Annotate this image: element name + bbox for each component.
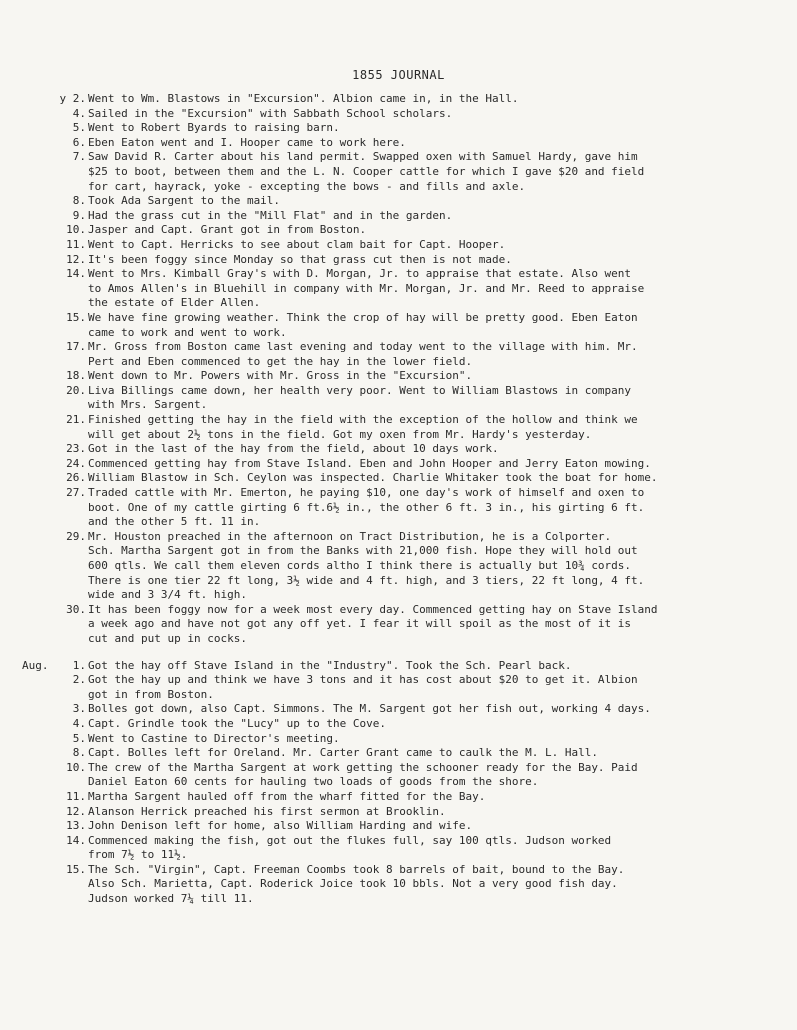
entry-text: [88, 413, 779, 442]
journal-entry: [0, 92, 797, 107]
entry-line: There is one tier 22 ft long, 3½ wide and 4 ft. high, and 3 tiers, 22 ft long, 4 ft.: [88, 573, 645, 587]
journal-entry: [0, 603, 797, 647]
journal-entry: [0, 121, 797, 136]
journal-entry: [0, 486, 797, 530]
entry-text: [88, 471, 779, 486]
entry-line: Capt. Grindle took the "Lucy" up to the Cove.: [88, 716, 387, 730]
entry-line: The crew of the Martha Sargent at work getting the schooner ready for the Bay. Paid: [88, 760, 638, 774]
entry-date: 12.: [66, 252, 86, 266]
entry-date: 29.: [66, 529, 86, 543]
entry-date: 10.: [66, 760, 86, 774]
entry-line: Had the grass cut in the "Mill Flat" and in the garden.: [88, 208, 453, 222]
entry-text: [88, 659, 779, 674]
journal-entry: [0, 369, 797, 384]
entry-line: Went to Mrs. Kimball Gray's with D. Morgan, Jr. to appraise that estate. Also went: [88, 267, 632, 281]
entry-text: [88, 863, 779, 907]
entry-line: Alanson Herrick preached his first sermon at Brooklin.: [88, 804, 446, 818]
journal-entry: [0, 194, 797, 209]
entry-line: the estate of Elder Allen.: [88, 296, 261, 310]
entry-date: 3.: [72, 702, 86, 716]
journal-entry: [0, 413, 797, 442]
entry-text: [88, 834, 779, 863]
entry-date: 4.: [72, 106, 86, 120]
entry-line: Daniel Eaton 60 cents for hauling two loads of goods from the shore.: [88, 775, 539, 789]
journal-entry: [0, 253, 797, 268]
entry-text: [88, 442, 779, 457]
entry-text: [88, 673, 779, 702]
page-title: 1855 JOURNAL: [352, 68, 445, 82]
entry-text: [88, 107, 779, 122]
entry-date: 6.: [72, 135, 86, 149]
entry-line: It has been foggy now for a week most every day. Commenced getting hay on Stave Island: [88, 602, 658, 616]
entry-date: 13.: [66, 819, 86, 833]
entry-date: 7.: [72, 150, 86, 164]
entry-line: to Amos Allen's in Bluehill in company with Mr. Morgan, Jr. and Mr. Reed to appraise: [88, 281, 645, 295]
journal-entry: [0, 238, 797, 253]
journal-entry: [0, 442, 797, 457]
journal-entry: [0, 834, 797, 863]
entry-date: 21.: [66, 413, 86, 427]
entry-line: It's been foggy since Monday so that grass cut then is not made.: [88, 252, 512, 266]
entry-date: 26.: [66, 471, 86, 485]
entry-line: boot. One of my cattle girting 6 ft.6½ in., the other 6 ft. 3 in., his girting 6 ft.: [88, 500, 645, 514]
entry-date: 18.: [66, 369, 86, 383]
entry-line: $25 to boot, between them and the L. N. Cooper cattle for which I gave $20 and field: [88, 164, 645, 178]
entry-date: 4.: [72, 716, 86, 730]
entry-line: Also Sch. Marietta, Capt. Roderick Joice took 10 bbls. Not a very good fish day.: [88, 877, 618, 891]
entry-line: a week ago and have not got any off yet. I fear it will spoil as the most of it is: [88, 617, 632, 631]
journal-entry: [0, 457, 797, 472]
entry-line: Capt. Bolles left for Oreland. Mr. Carter Grant came to caulk the M. L. Hall.: [88, 746, 598, 760]
entry-line: Saw David R. Carter about his land permit. Swapped oxen with Samuel Hardy, gave him: [88, 150, 638, 164]
entry-text: [88, 223, 779, 238]
entry-date: 15.: [66, 310, 86, 324]
entry-text: [88, 150, 779, 194]
entry-date: 5.: [72, 731, 86, 745]
entry-line: Went to Wm. Blastows in "Excursion". Albion came in, in the Hall.: [88, 92, 519, 105]
entry-line: Traded cattle with Mr. Emerton, he paying $10, one day's work of himself and oxen to: [88, 486, 645, 500]
entry-text: [88, 790, 779, 805]
entry-line: wide and 3 3/4 ft. high.: [88, 588, 247, 602]
journal-entry: [0, 267, 797, 311]
entry-text: [88, 136, 779, 151]
entry-date: 8.: [72, 194, 86, 208]
entry-text: [88, 267, 779, 311]
entry-line: Jasper and Capt. Grant got in from Boston.: [88, 223, 367, 237]
entry-line: will get about 2½ tons in the field. Got my oxen from Mr. Hardy's yesterday.: [88, 427, 592, 441]
entry-line: Judson worked 7¼ till 11.: [88, 892, 254, 906]
entry-line: Got in the last of the hay from the field, about 10 days work.: [88, 442, 499, 456]
entry-date: 17.: [66, 340, 86, 354]
journal-entry: [0, 311, 797, 340]
entry-date: 14.: [66, 833, 86, 847]
journal-entry: [0, 863, 797, 907]
journal-entry: [0, 790, 797, 805]
entry-line: 600 qtls. We call them eleven cords altho I think there is actually but 10¾ cords.: [88, 559, 632, 572]
entry-line: and the other 5 ft. 11 in.: [88, 515, 261, 529]
journal-entry: [0, 659, 797, 674]
entry-text: [88, 457, 779, 472]
entry-line: Went to Robert Byards to raising barn.: [88, 121, 340, 135]
entry-date: 30.: [66, 602, 86, 616]
entry-date: 14.: [66, 267, 86, 281]
entry-date: 20.: [66, 383, 86, 397]
entry-date: 24.: [66, 456, 86, 470]
entry-text: [88, 717, 779, 732]
entry-date: 5.: [72, 121, 86, 135]
entry-line: Sch. Martha Sargent got in from the Banks with 21,000 fish. Hope they will hold out: [88, 544, 638, 558]
journal-entry: [0, 732, 797, 747]
journal-entry: [0, 340, 797, 369]
journal-entry: [0, 530, 797, 603]
journal-entry: [0, 223, 797, 238]
entry-line: Went to Capt. Herricks to see about clam bait for Capt. Hooper.: [88, 237, 506, 251]
entry-line: Took Ada Sargent to the mail.: [88, 194, 281, 208]
entry-line: We have fine growing weather. Think the crop of hay will be pretty good. Eben Eaton: [88, 310, 638, 324]
entry-line: Went to Castine to Director's meeting.: [88, 731, 340, 745]
entry-text: [88, 732, 779, 747]
entry-line: came to work and went to work.: [88, 325, 287, 339]
entry-date: 27.: [66, 486, 86, 500]
entry-line: Commenced getting hay from Stave Island. Eben and John Hooper and Jerry Eaton mowing.: [88, 456, 651, 470]
entry-line: William Blastow in Sch. Ceylon was inspected. Charlie Whitaker took the boat for home.: [88, 471, 658, 485]
entry-text: [88, 805, 779, 820]
entry-date: 1.: [72, 658, 86, 672]
journal-entry: [0, 761, 797, 790]
entry-line: Got the hay off Stave Island in the "Industry". Took the Sch. Pearl back.: [88, 658, 572, 672]
entry-date: 11.: [66, 237, 86, 251]
journal-entry: [0, 819, 797, 834]
entry-date: 15.: [66, 862, 86, 876]
entry-line: got in from Boston.: [88, 687, 214, 701]
entry-text: [88, 238, 779, 253]
entry-text: [88, 702, 779, 717]
entry-text: [88, 761, 779, 790]
entry-line: Martha Sargent hauled off from the wharf fitted for the Bay.: [88, 789, 486, 803]
entry-line: cut and put up in cocks.: [88, 631, 247, 645]
entry-text: [88, 121, 779, 136]
entry-text: [88, 209, 779, 224]
entry-date: 11.: [66, 789, 86, 803]
journal-entry: [0, 717, 797, 732]
entry-text: [88, 384, 779, 413]
journal-entry: [0, 107, 797, 122]
entry-date: y 2.: [59, 92, 86, 105]
entry-line: Sailed in the "Excursion" with Sabbath School scholars.: [88, 106, 453, 120]
entry-text: [88, 92, 779, 107]
entry-line: Got the hay up and think we have 3 tons and it has cost about $20 to get it. Albion: [88, 673, 638, 687]
entry-line: Bolles got down, also Capt. Simmons. The M. Sargent got her fish out, working 4 days.: [88, 702, 651, 716]
month-gap: [0, 647, 797, 659]
journal-entry: [0, 673, 797, 702]
entry-line: Finished getting the hay in the field with the exception of the hollow and think we: [88, 413, 638, 427]
entry-text: [88, 340, 779, 369]
entry-line: Commenced making the fish, got out the flukes full, say 100 qtls. Judson worked: [88, 833, 612, 847]
entry-text: [88, 253, 779, 268]
journal-entry: [0, 805, 797, 820]
entry-line: Liva Billings came down, her health very poor. Went to William Blastows in company: [88, 383, 632, 397]
entry-date: 23.: [66, 442, 86, 456]
month-label: Aug.: [22, 658, 49, 672]
entry-line: Eben Eaton went and I. Hooper came to work here.: [88, 135, 406, 149]
entry-text: [88, 819, 779, 834]
journal-entry: [0, 384, 797, 413]
entry-text: [88, 486, 779, 530]
journal-body: [0, 92, 797, 907]
entry-line: Mr. Houston preached in the afternoon on Tract Distribution, he is a Colporter.: [88, 529, 612, 543]
entry-line: from 7½ to 11½.: [88, 848, 188, 862]
entry-line: with Mrs. Sargent.: [88, 398, 208, 412]
entry-text: [88, 603, 779, 647]
journal-entry: [0, 150, 797, 194]
journal-entry: [0, 209, 797, 224]
journal-entry: [0, 471, 797, 486]
entry-text: [88, 530, 779, 603]
entry-date: 8.: [72, 746, 86, 760]
entry-line: Pert and Eben commenced to get the hay in the lower field.: [88, 354, 473, 368]
entry-line: John Denison left for home, also William Harding and wife.: [88, 819, 473, 833]
entry-text: [88, 369, 779, 384]
entry-date: 2.: [72, 673, 86, 687]
entry-date: 10.: [66, 223, 86, 237]
entry-line: Went down to Mr. Powers with Mr. Gross in the "Excursion".: [88, 369, 473, 383]
entry-line: The Sch. "Virgin", Capt. Freeman Coombs took 8 barrels of bait, bound to the Bay.: [88, 862, 625, 876]
entry-date: 9.: [72, 208, 86, 222]
entry-text: [88, 311, 779, 340]
entry-date: 12.: [66, 804, 86, 818]
entry-text: [88, 194, 779, 209]
journal-entry: [0, 136, 797, 151]
entry-line: Mr. Gross from Boston came last evening and today went to the village with him. Mr.: [88, 340, 638, 354]
journal-entry: [0, 702, 797, 717]
journal-entry: [0, 746, 797, 761]
entry-text: [88, 746, 779, 761]
entry-line: for cart, hayrack, yoke - excepting the bows - and fills and axle.: [88, 179, 526, 193]
